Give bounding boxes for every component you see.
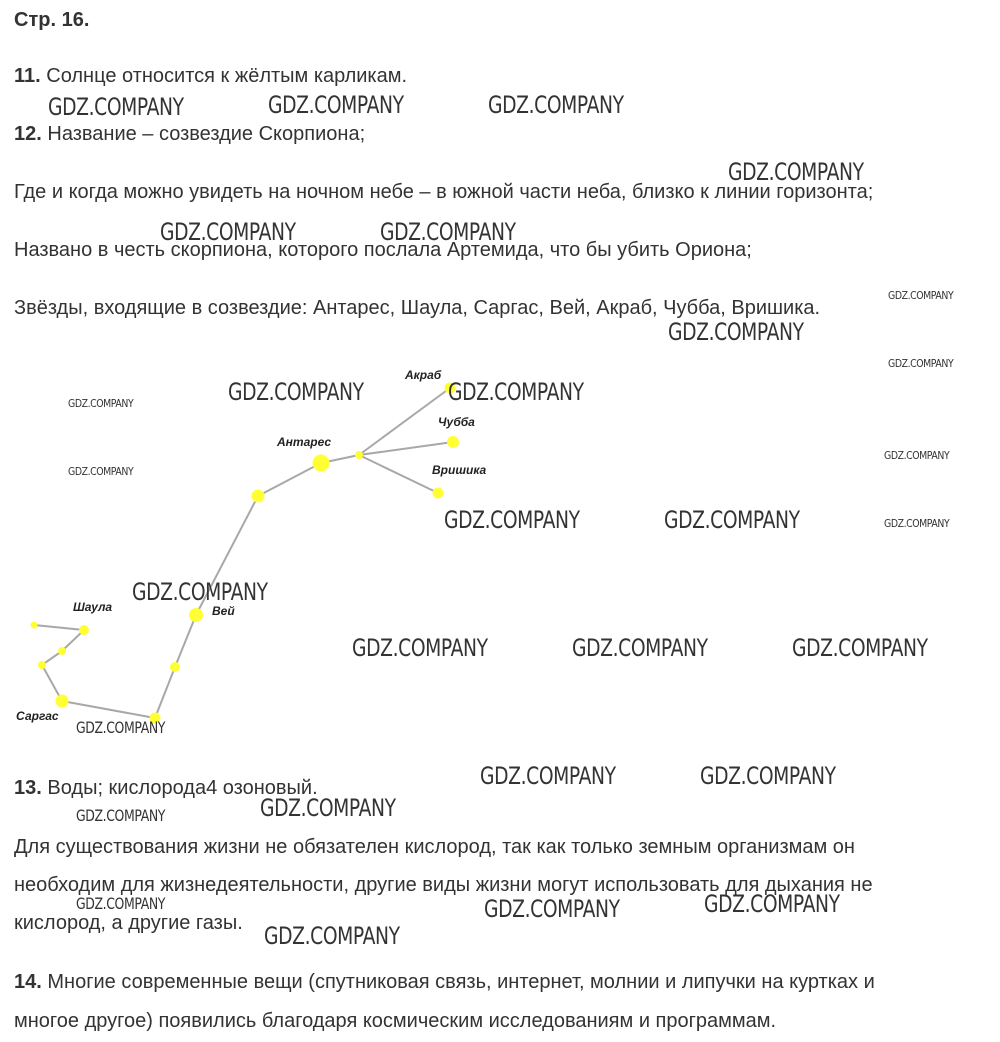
answer-13-number: 13. bbox=[14, 777, 42, 799]
watermark: GDZ.COMPANY bbox=[132, 578, 268, 606]
answer-11-text: Солнце относится к жёлтым карликам. bbox=[40, 65, 408, 87]
star-shaula bbox=[79, 625, 89, 635]
watermark: GDZ.COMPANY bbox=[48, 93, 184, 121]
answer-14-number: 14. bbox=[14, 971, 42, 993]
watermark: GDZ.COMPANY bbox=[884, 517, 950, 530]
star-hub bbox=[355, 451, 363, 459]
watermark: GDZ.COMPANY bbox=[448, 378, 584, 406]
star-body-upper bbox=[252, 490, 265, 503]
watermark: GDZ.COMPANY bbox=[888, 289, 954, 302]
watermark: GDZ.COMPANY bbox=[572, 634, 708, 662]
star-tail-tip bbox=[31, 622, 38, 629]
watermark: GDZ.COMPANY bbox=[76, 718, 166, 737]
answer-12-number: 12. bbox=[14, 123, 42, 145]
answer-11-number: 11. bbox=[14, 65, 41, 87]
answer-13-line-3: необходим для жизнедеятельности, другие виды жизни могут использовать для дыхания не bbox=[14, 874, 873, 896]
watermark: GDZ.COMPANY bbox=[704, 890, 840, 918]
line-shaula-tail bbox=[34, 625, 84, 630]
watermark: GDZ.COMPANY bbox=[76, 806, 166, 825]
watermark: GDZ.COMPANY bbox=[668, 318, 804, 346]
answer-13-line-4: кислород, а другие газы. bbox=[14, 912, 243, 934]
answer-12-stars: Звёзды, входящие в созвездие: Антарес, Шаула, Саргас, Вей, Акраб, Чубба, Вришика. bbox=[14, 297, 821, 319]
answer-13-text: Воды; кислорода4 озоновый. bbox=[41, 777, 318, 799]
label-antares: Антарес bbox=[277, 435, 332, 449]
watermark: GDZ.COMPANY bbox=[76, 894, 166, 913]
line-body-vey bbox=[175, 615, 196, 667]
watermark: GDZ.COMPANY bbox=[268, 91, 404, 119]
line-body-antares bbox=[258, 463, 321, 496]
page-header: Стр. 16. bbox=[14, 9, 90, 31]
label-chubba: Чубба bbox=[438, 415, 475, 429]
star-vrishika bbox=[433, 488, 444, 499]
watermark: GDZ.COMPANY bbox=[380, 218, 516, 246]
watermark: GDZ.COMPANY bbox=[484, 895, 620, 923]
star-sargas bbox=[56, 695, 69, 708]
star-lesath bbox=[58, 647, 66, 655]
watermark: GDZ.COMPANY bbox=[700, 762, 836, 790]
star-chubba bbox=[447, 436, 459, 448]
watermark: GDZ.COMPANY bbox=[884, 449, 950, 462]
watermark: GDZ.COMPANY bbox=[728, 158, 864, 186]
star-antares bbox=[313, 455, 330, 472]
watermark: GDZ.COMPANY bbox=[480, 762, 616, 790]
watermark: GDZ.COMPANY bbox=[228, 378, 364, 406]
watermark: GDZ.COMPANY bbox=[488, 91, 624, 119]
answer-14-line-1: Многие современные вещи (спутниковая связь, интернет, молнии и липучки на куртках и bbox=[41, 971, 875, 993]
watermark: GDZ.COMPANY bbox=[792, 634, 928, 662]
watermark: GDZ.COMPANY bbox=[264, 922, 400, 950]
answer-14-line-2: многое другое) появились благодаря космическим исследованиям и программам. bbox=[14, 1010, 777, 1032]
label-shaula: Шаула bbox=[73, 600, 113, 614]
answer-14 bbox=[14, 970, 875, 994]
answer-13-line-2: Для существования жизни не обязателен кислород, так как только земным организмам он bbox=[14, 836, 855, 858]
answer-12-where-when: Где и когда можно увидеть на ночном небе – в южной части неба, близко к линии горизонта; bbox=[14, 181, 874, 203]
label-vrishika: Вришика bbox=[432, 463, 487, 477]
star-tail-bend bbox=[38, 661, 46, 669]
watermark: GDZ.COMPANY bbox=[664, 506, 800, 534]
answer-12 bbox=[14, 122, 365, 146]
label-vey: Вей bbox=[212, 604, 235, 618]
answer-12-origin: Названо в честь скорпиона, которого послала Артемида, что бы убить Ориона; bbox=[14, 239, 752, 261]
constellation-stars bbox=[31, 383, 460, 724]
watermark: GDZ.COMPANY bbox=[160, 218, 296, 246]
star-body-mid bbox=[170, 662, 180, 672]
line-hub-vrishika bbox=[359, 455, 438, 493]
label-akrab: Акраб bbox=[405, 368, 442, 382]
watermark: GDZ.COMPANY bbox=[352, 634, 488, 662]
star-vey bbox=[189, 608, 203, 622]
watermark: GDZ.COMPANY bbox=[444, 506, 580, 534]
answer-11 bbox=[14, 64, 407, 88]
line-body-1 bbox=[155, 667, 175, 718]
watermark: GDZ.COMPANY bbox=[888, 357, 954, 370]
label-sargas: Саргас bbox=[16, 709, 59, 723]
constellation-lines bbox=[34, 388, 453, 718]
answer-12-name: Название – созвездие Скорпиона; bbox=[41, 123, 366, 145]
line-sargas-body bbox=[62, 701, 155, 718]
watermark: GDZ.COMPANY bbox=[68, 397, 134, 410]
watermark: GDZ.COMPANY bbox=[260, 794, 396, 822]
watermark: GDZ.COMPANY bbox=[68, 465, 134, 478]
